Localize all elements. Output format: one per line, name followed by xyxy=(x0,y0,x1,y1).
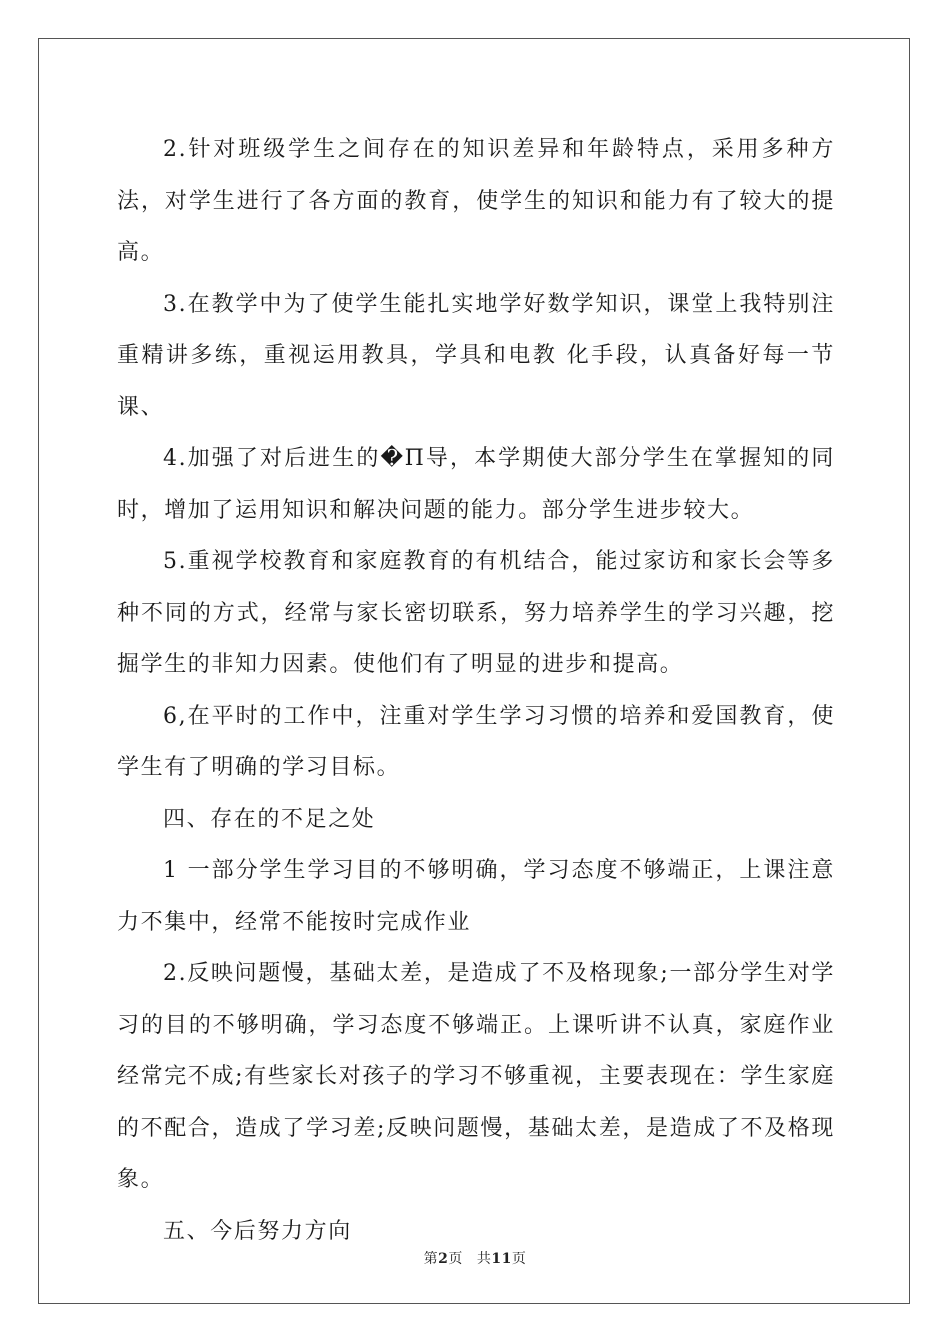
total-prefix: 共 xyxy=(476,1251,492,1267)
paragraph-item-2: 2.针对班级学生之间存在的知识差异和年龄特点，采用多种方法，对学生进行了各方面的教育，使学生的知识和能力有了较大的提高。 xyxy=(117,137,835,265)
section-heading-shortcomings: 四、存在的不足之处 xyxy=(163,806,376,832)
section-heading-future-direction: 五、今后努力方向 xyxy=(163,1218,352,1244)
paragraph-item-5: 5.重视学校教育和家庭教育的有机结合，能过家访和家长会等多种不同的方式，经常与家长密切联系，努力培养学生的学习兴趣，挖掘学生的非知力因素。使他们有了明显的进步和提高。 xyxy=(117,549,835,677)
paragraph-item-3: 3.在教学中为了使学生能扎实地学好数学知识，课堂上我特别注重精讲多练，重视运用教具，学具和电教 化手段，认真备好每一节课、 xyxy=(117,291,835,420)
page-footer xyxy=(0,1248,950,1268)
shortcoming-item-2: 2.反映问题慢，基础太差，是造成了不及格现象;一部分学生对学习的目的不够明确，学习态度不够端正。上课听讲不认真，家庭作业经常完不成;有些家长对孩子的学习不够重视，主要表现在：学生家庭的不配合，造成了学习差;反映问题慢，基础太差，是造成了不及格现象。 xyxy=(117,961,835,1192)
shortcoming-item-1: 1 一部分学生学习目的不够明确，学习态度不够端正，上课注意力不集中，经常不能按时完成作业 xyxy=(117,858,835,935)
page-suffix: 页 xyxy=(448,1251,463,1267)
total-pages: 11 xyxy=(491,1251,512,1267)
page-number: 2 xyxy=(438,1251,449,1267)
paragraph-item-4: 4.加强了对后进生的�П导，本学期使大部分学生在掌握知的同时，增加了运用知识和解决问题的能力。部分学生进步较大。 xyxy=(117,446,835,523)
document-body xyxy=(117,124,835,1257)
total-suffix: 页 xyxy=(511,1251,527,1267)
page-prefix: 第 xyxy=(423,1251,439,1267)
paragraph-item-6: 6,在平时的工作中，注重对学生学习习惯的培养和爱国教育，使学生有了明确的学习目标。 xyxy=(117,703,835,780)
